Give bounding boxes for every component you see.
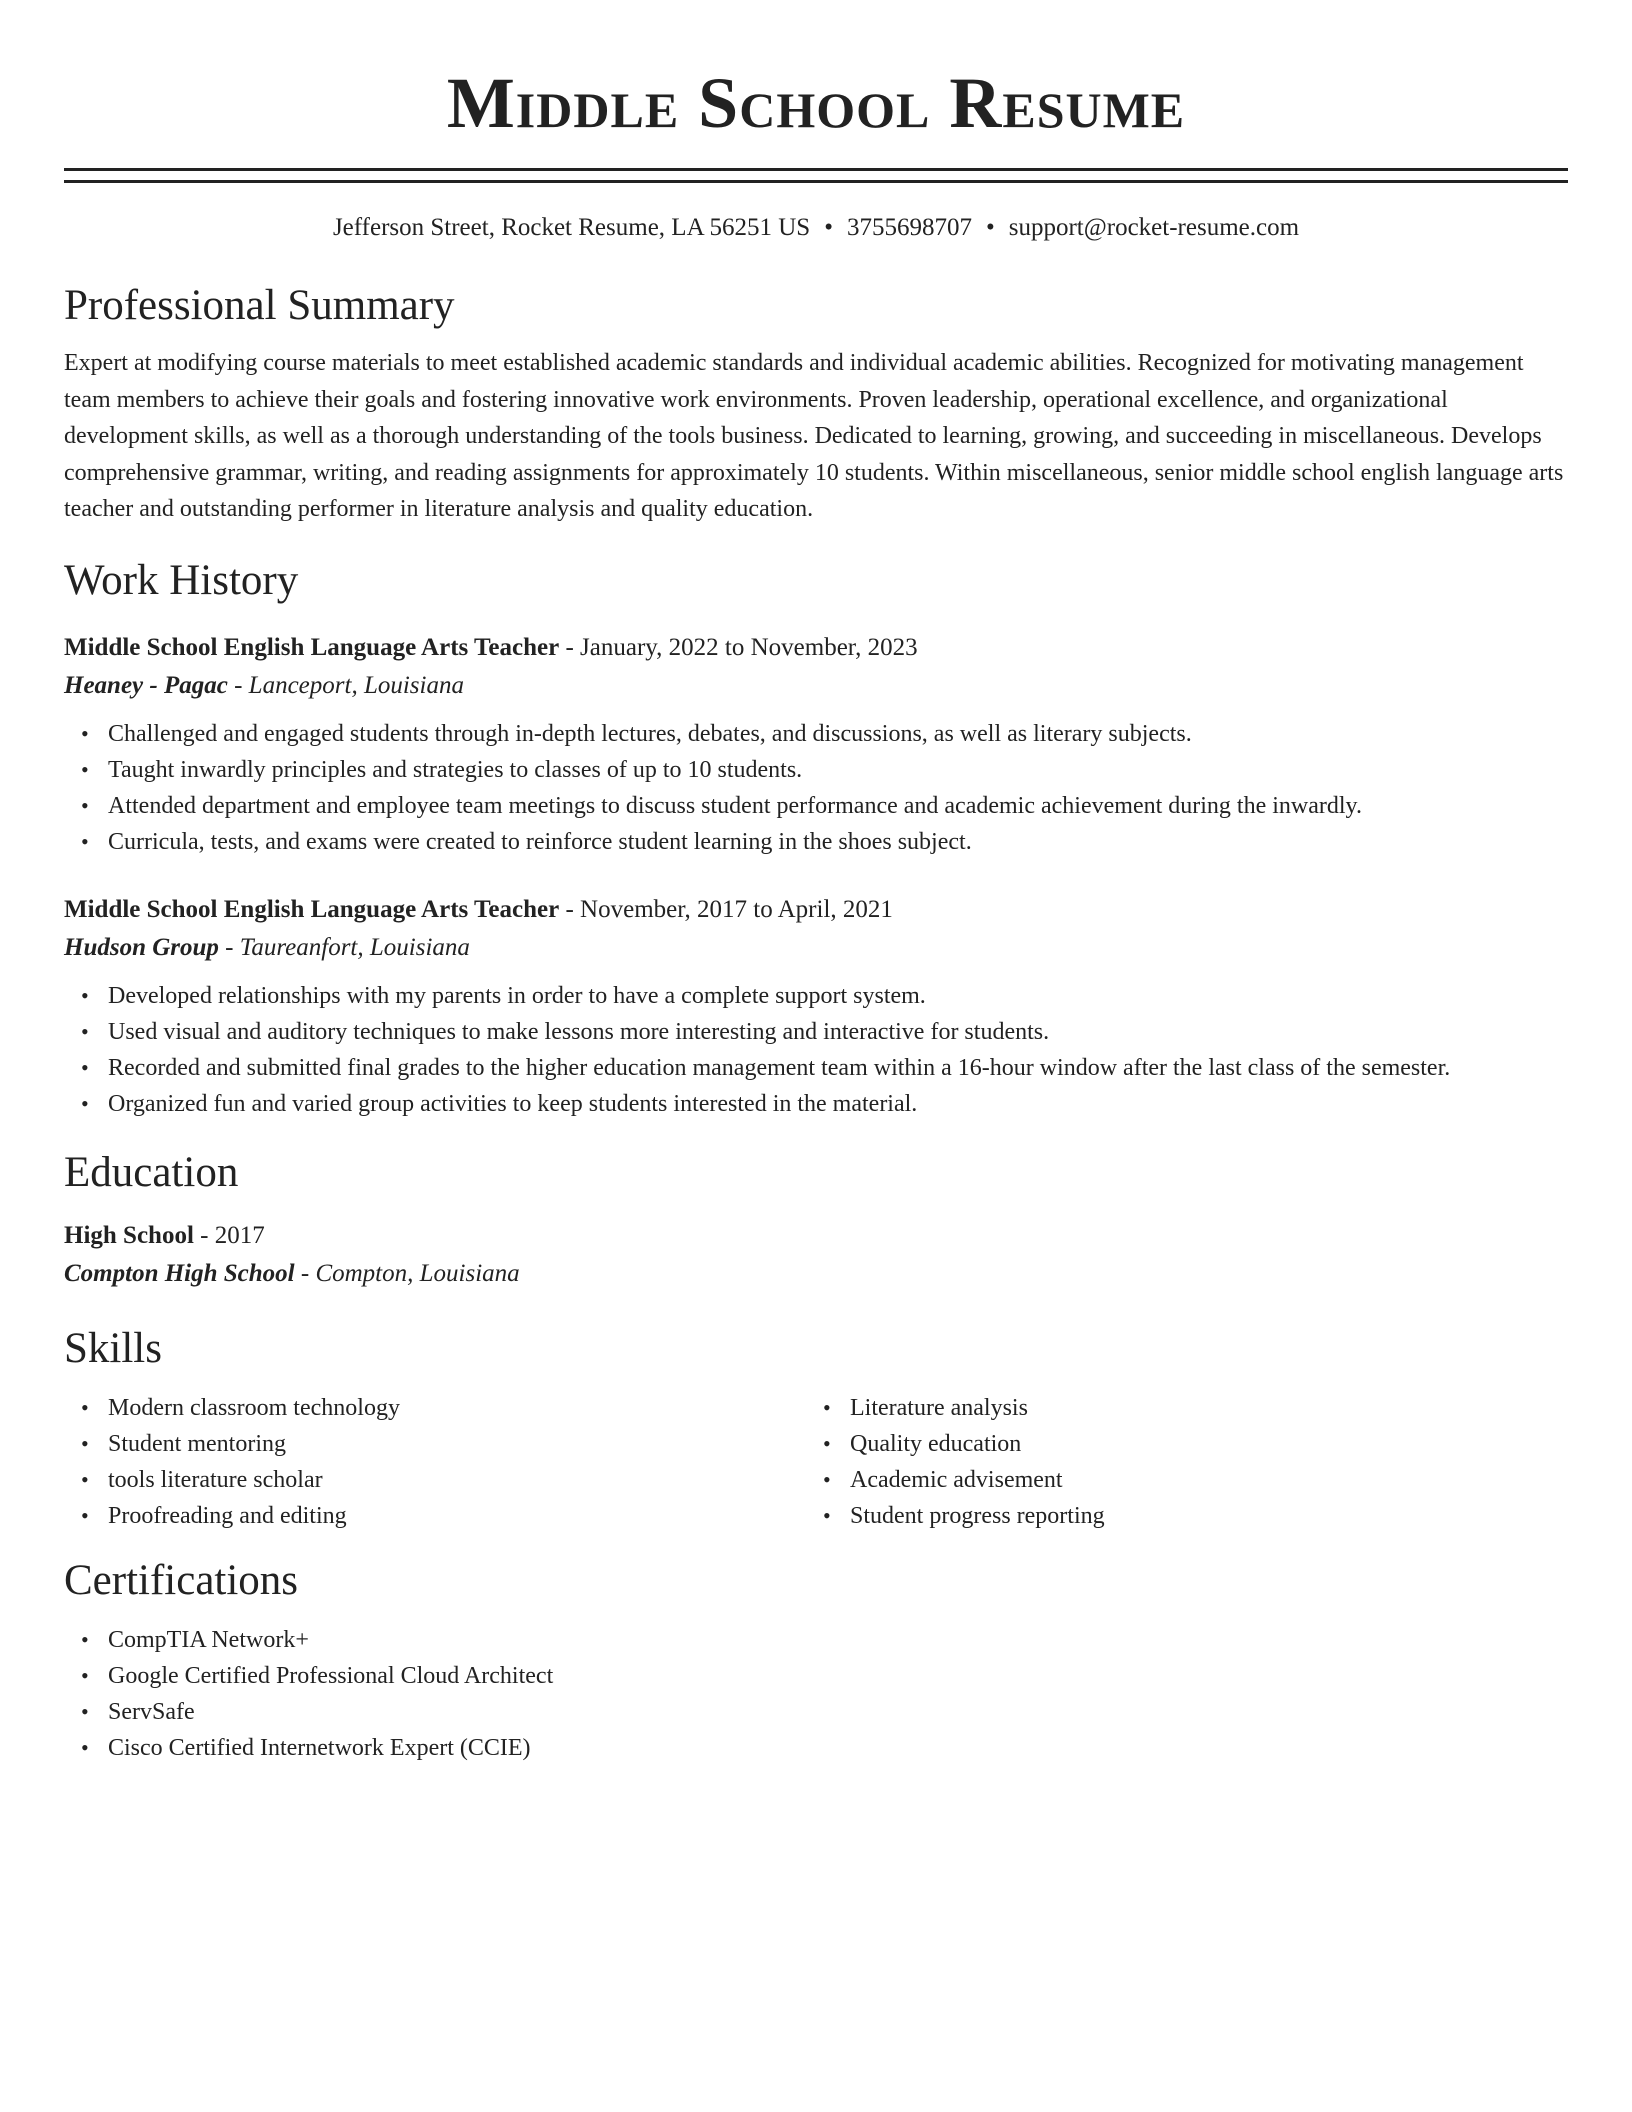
education-degree: High School xyxy=(64,1221,194,1249)
list-item: • Student mentoring xyxy=(108,1426,806,1462)
job-entry xyxy=(64,892,1568,1122)
job-company: Hudson Group xyxy=(64,933,219,961)
education-school: Compton High School xyxy=(64,1259,295,1287)
title-double-rule xyxy=(64,168,1568,183)
list-item: • Student progress reporting xyxy=(850,1498,1548,1534)
job-dates: - November, 2017 to April, 2021 xyxy=(559,895,893,923)
job-location: - Taureanfort, Louisiana xyxy=(218,933,470,961)
education-entry xyxy=(64,1218,1568,1294)
job-location: - Lanceport, Louisiana xyxy=(227,671,464,699)
education-year: - 2017 xyxy=(193,1221,265,1249)
resume-title: Middle School Resume xyxy=(446,63,1186,143)
list-item: • Organized fun and varied group activities to keep students interested in the material. xyxy=(108,1086,1568,1122)
list-item: • Google Certified Professional Cloud Architect xyxy=(108,1658,1568,1694)
job-employer xyxy=(64,666,1568,706)
job-title: Middle School English Language Arts Teacher xyxy=(64,633,560,661)
skills-heading: Skills xyxy=(64,1324,162,1372)
job-duties-list xyxy=(64,716,1568,860)
list-item: • Recorded and submitted final grades to the higher education management team within a 16-hour window after the last class of the semester. xyxy=(108,1050,1568,1086)
job-dates: - January, 2022 to November, 2023 xyxy=(559,633,918,661)
list-item: • Academic advisement xyxy=(850,1462,1548,1498)
education-heading: Education xyxy=(64,1148,239,1196)
skills-list xyxy=(64,1390,806,1534)
job-header xyxy=(64,630,1568,666)
job-duties-list xyxy=(64,978,1568,1122)
list-item: • ServSafe xyxy=(108,1694,1568,1730)
list-item: • Literature analysis xyxy=(850,1390,1548,1426)
list-item: • Taught inwardly principles and strategies to classes of up to 10 students. xyxy=(108,752,1568,788)
list-item: • Proofreading and editing xyxy=(108,1498,806,1534)
list-item: • Curricula, tests, and exams were created to reinforce student learning in the shoes subject. xyxy=(108,824,1568,860)
list-item: • tools literature scholar xyxy=(108,1462,806,1498)
summary-heading: Professional Summary xyxy=(64,282,455,329)
job-header xyxy=(64,892,1568,928)
list-item: • Developed relationships with my parents in order to have a complete support system. xyxy=(108,978,1568,1014)
list-item: • Quality education xyxy=(850,1426,1548,1462)
contact-email: support@rocket-resume.com xyxy=(1008,214,1300,241)
certifications-list xyxy=(64,1622,1568,1766)
skills-column-right xyxy=(806,1390,1548,1534)
contact-phone: 3755698707 xyxy=(846,214,972,241)
list-item: • Challenged and engaged students through in-depth lectures, debates, and discussions, as well as literary subjects. xyxy=(108,716,1568,752)
education-location: - Compton, Louisiana xyxy=(294,1259,520,1287)
job-entry xyxy=(64,630,1568,860)
list-item: • Cisco Certified Internetwork Expert (CCIE) xyxy=(108,1730,1568,1766)
certifications-heading: Certifications xyxy=(64,1556,299,1604)
contact-address: Jefferson Street, Rocket Resume, LA 56251 US xyxy=(332,214,811,241)
skills-column-left xyxy=(64,1390,806,1534)
education-school-line xyxy=(64,1254,1568,1294)
list-item: • CompTIA Network+ xyxy=(108,1622,1568,1658)
contact-separator: • xyxy=(985,214,995,241)
contact-line xyxy=(64,211,1568,245)
summary-text: Expert at modifying course materials to meet established academic standards and individual academic abilities. Recognized for motivating management team members to achieve their goals and fostering innovative work environments. Proven leadership, operational excellence, and organizational development skills, as well as a thorough understanding of the tools business. Dedicated to learning, growing, and succeeding in miscellaneous. Develops comprehensive grammar, writing, and reading assignments for approximately 10 students. Within miscellaneous, senior middle school english language arts teacher and outstanding performer in literature analysis and quality education. xyxy=(64,350,1564,522)
job-company: Heaney - Pagac xyxy=(64,671,228,699)
job-title: Middle School English Language Arts Teacher xyxy=(64,895,560,923)
work-history-heading: Work History xyxy=(64,556,299,604)
job-employer xyxy=(64,928,1568,968)
contact-separator: • xyxy=(824,214,833,241)
skills-list xyxy=(806,1390,1548,1534)
skills-grid xyxy=(64,1390,1568,1534)
list-item: • Used visual and auditory techniques to make lessons more interesting and interactive for students. xyxy=(108,1014,1568,1050)
list-item: • Attended department and employee team meetings to discuss student performance and academic achievement during the inwardly. xyxy=(108,788,1568,824)
education-degree-line xyxy=(64,1218,1568,1254)
list-item: • Modern classroom technology xyxy=(108,1390,806,1426)
